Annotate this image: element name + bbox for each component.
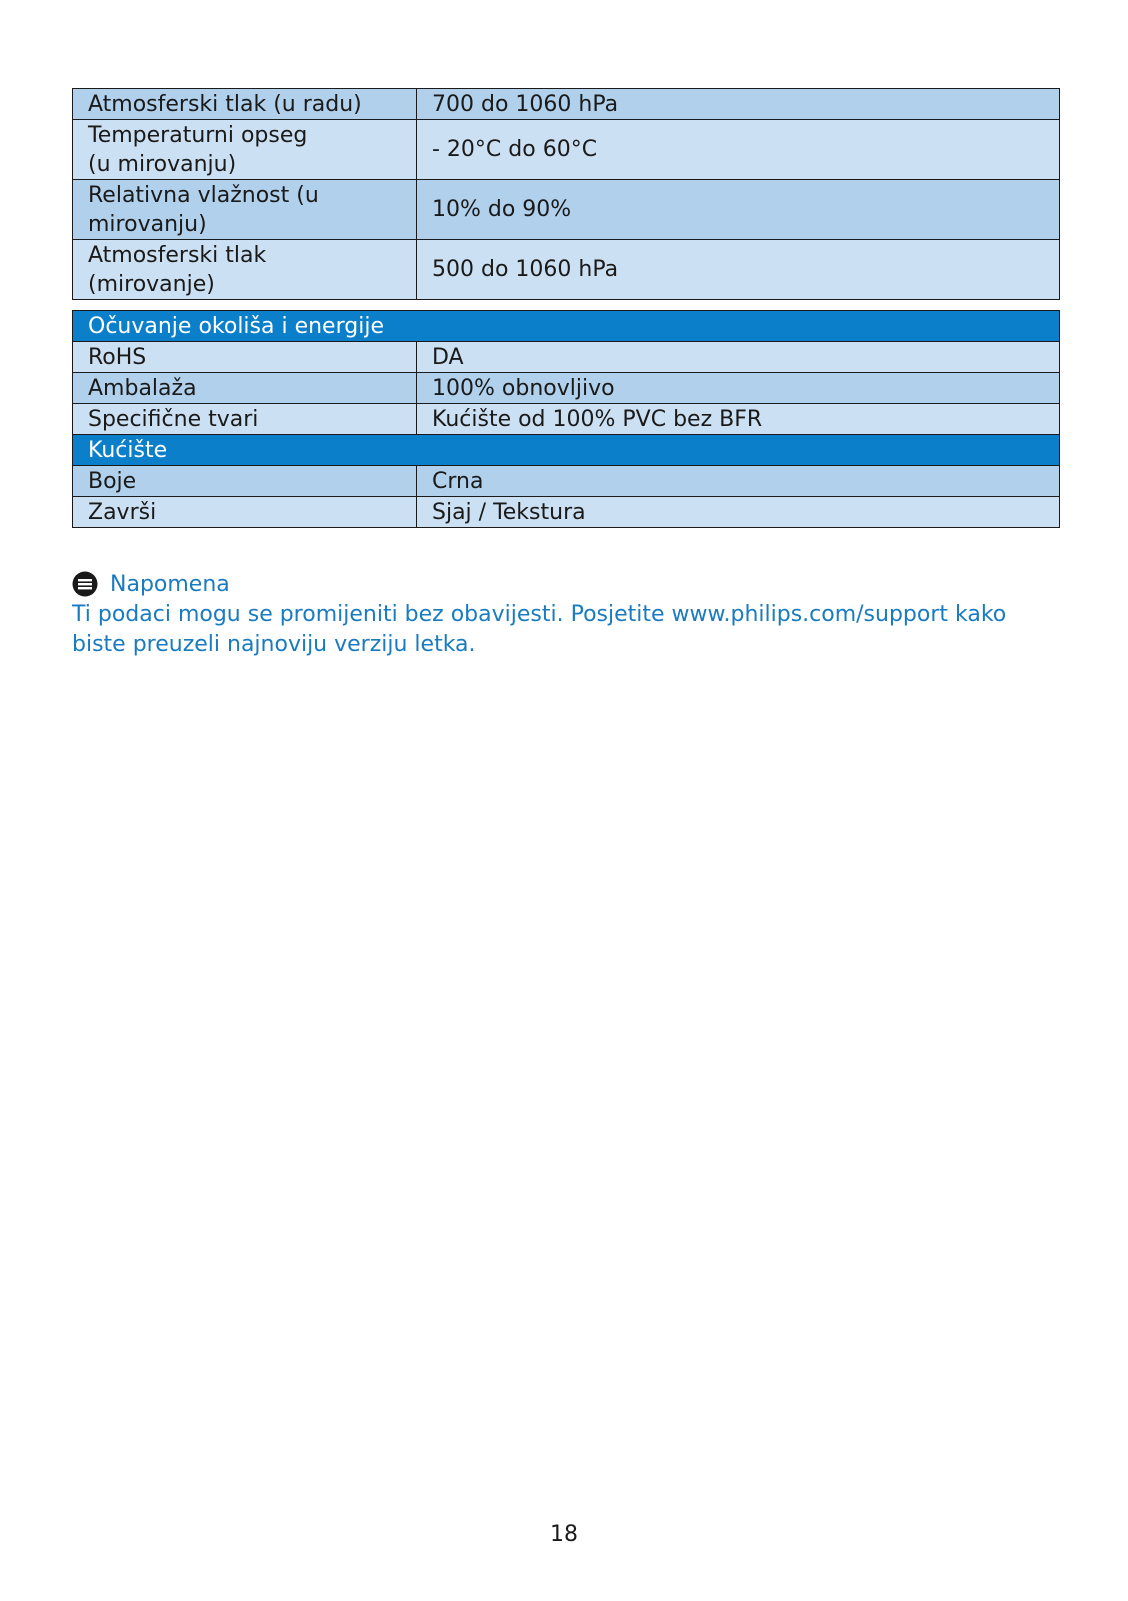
row-label-line: mirovanju) <box>88 211 207 237</box>
note-line: biste preuzeli najnoviju verziju letka. <box>72 632 476 657</box>
note-title: Napomena <box>110 571 230 597</box>
section-title: Kućište <box>73 435 1060 466</box>
section-header-row <box>73 311 1060 342</box>
row-value: Kućište od 100% PVC bez BFR <box>417 404 1060 435</box>
row-label: Ambalaža <box>73 373 417 404</box>
row-label <box>73 120 417 180</box>
table-row <box>73 497 1060 528</box>
table-row <box>73 240 1060 300</box>
row-label: Atmosferski tlak (u radu) <box>73 89 417 120</box>
row-label: Završi <box>73 497 417 528</box>
row-value: Sjaj / Tekstura <box>417 497 1060 528</box>
section-header-row <box>73 435 1060 466</box>
note-heading <box>72 571 1072 597</box>
table-row <box>73 120 1060 180</box>
table-row <box>73 89 1060 120</box>
row-value: DA <box>417 342 1060 373</box>
row-value: Crna <box>417 466 1060 497</box>
spec-table-environment <box>72 88 1060 300</box>
table-row <box>73 342 1060 373</box>
table-row <box>73 180 1060 240</box>
note-body <box>72 600 1072 660</box>
row-label: RoHS <box>73 342 417 373</box>
row-label: Boje <box>73 466 417 497</box>
section-title: Očuvanje okoliša i energije <box>73 311 1060 342</box>
row-label-line: Temperaturni opseg <box>88 122 308 148</box>
row-label-line: (mirovanje) <box>88 271 215 297</box>
table-row <box>73 373 1060 404</box>
row-label <box>73 240 417 300</box>
spec-table-sustainability <box>72 310 1060 528</box>
row-label <box>73 180 417 240</box>
row-label-line: (u mirovanju) <box>88 151 237 177</box>
table-row <box>73 404 1060 435</box>
row-label-line: Atmosferski tlak <box>88 242 267 268</box>
table-row <box>73 466 1060 497</box>
row-label: Specifične tvari <box>73 404 417 435</box>
page-number: 18 <box>550 1522 578 1547</box>
row-value: 100% obnovljivo <box>417 373 1060 404</box>
note-line: Ti podaci mogu se promijeniti bez obavijesti. Posjetite www.philips.com/support kako <box>72 602 1007 627</box>
row-value: 10% do 90% <box>417 180 1060 240</box>
note-icon <box>72 571 98 597</box>
row-value: - 20°C do 60°C <box>417 120 1060 180</box>
row-value: 500 do 1060 hPa <box>417 240 1060 300</box>
row-label-line: Relativna vlažnost (u <box>88 182 319 208</box>
row-value: 700 do 1060 hPa <box>417 89 1060 120</box>
